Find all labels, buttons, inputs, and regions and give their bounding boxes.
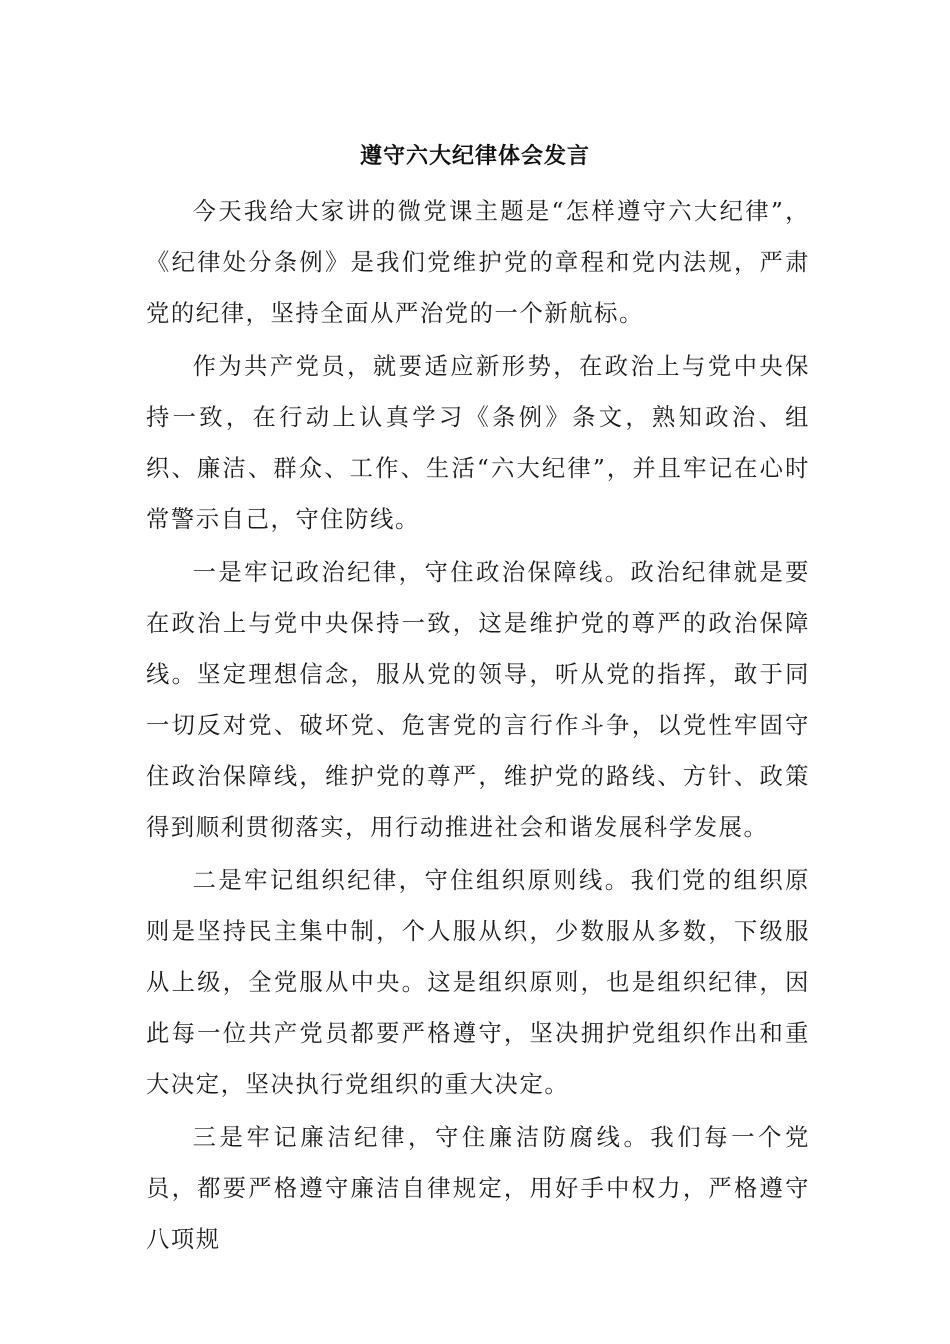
document-body xyxy=(146,186,810,1265)
paragraph-intro: 今天我给大家讲的微党课主题是“怎样遵守六大纪律”，《纪律处分条例》是我们党维护党的章程和党内法规，严肃党的纪律，坚持全面从严治党的一个新航标。 xyxy=(146,198,810,327)
paragraph-political-discipline: 一是牢记政治纪律，守住政治保障线。政治纪律就是要在政治上与党中央保持一致，这是维护党的尊严的政治保障线。坚定理想信念，服从党的领导，听从党的指挥，敢于同一切反对党、破坏党、危害党的言行作斗争，以党性牢固守住政治保障线，维护党的尊严，维护党的路线、方针、政策得到顺利贯彻落实，用行动推进社会和谐发展科学发展。 xyxy=(146,559,810,841)
document-title: 遵守六大纪律体会发言 xyxy=(359,143,590,169)
paragraph-organizational-discipline: 二是牢记组织纪律，守住组织原则线。我们党的组织原则是坚持民主集中制，个人服从织，少数服从多数，下级服从上级，全党服从中央。这是组织原则，也是组织纪律，因此每一位共产党员都要严格遵守，坚决拥护党组织作出和重大决定，坚决执行党组织的重大决定。 xyxy=(146,867,810,1098)
paragraph-integrity-discipline: 三是牢记廉洁纪律，守住廉洁防腐线。我们每一个党员，都要严格遵守廉洁自律规定，用好手中权力，严格遵守八项规 xyxy=(146,1124,810,1253)
paragraph-party-member: 作为共产党员，就要适应新形势，在政治上与党中央保持一致，在行动上认真学习《条例》条文，熟知政治、组织、廉洁、群众、工作、生活“六大纪律”，并且牢记在心时常警示自己，守住防线。 xyxy=(146,353,810,533)
